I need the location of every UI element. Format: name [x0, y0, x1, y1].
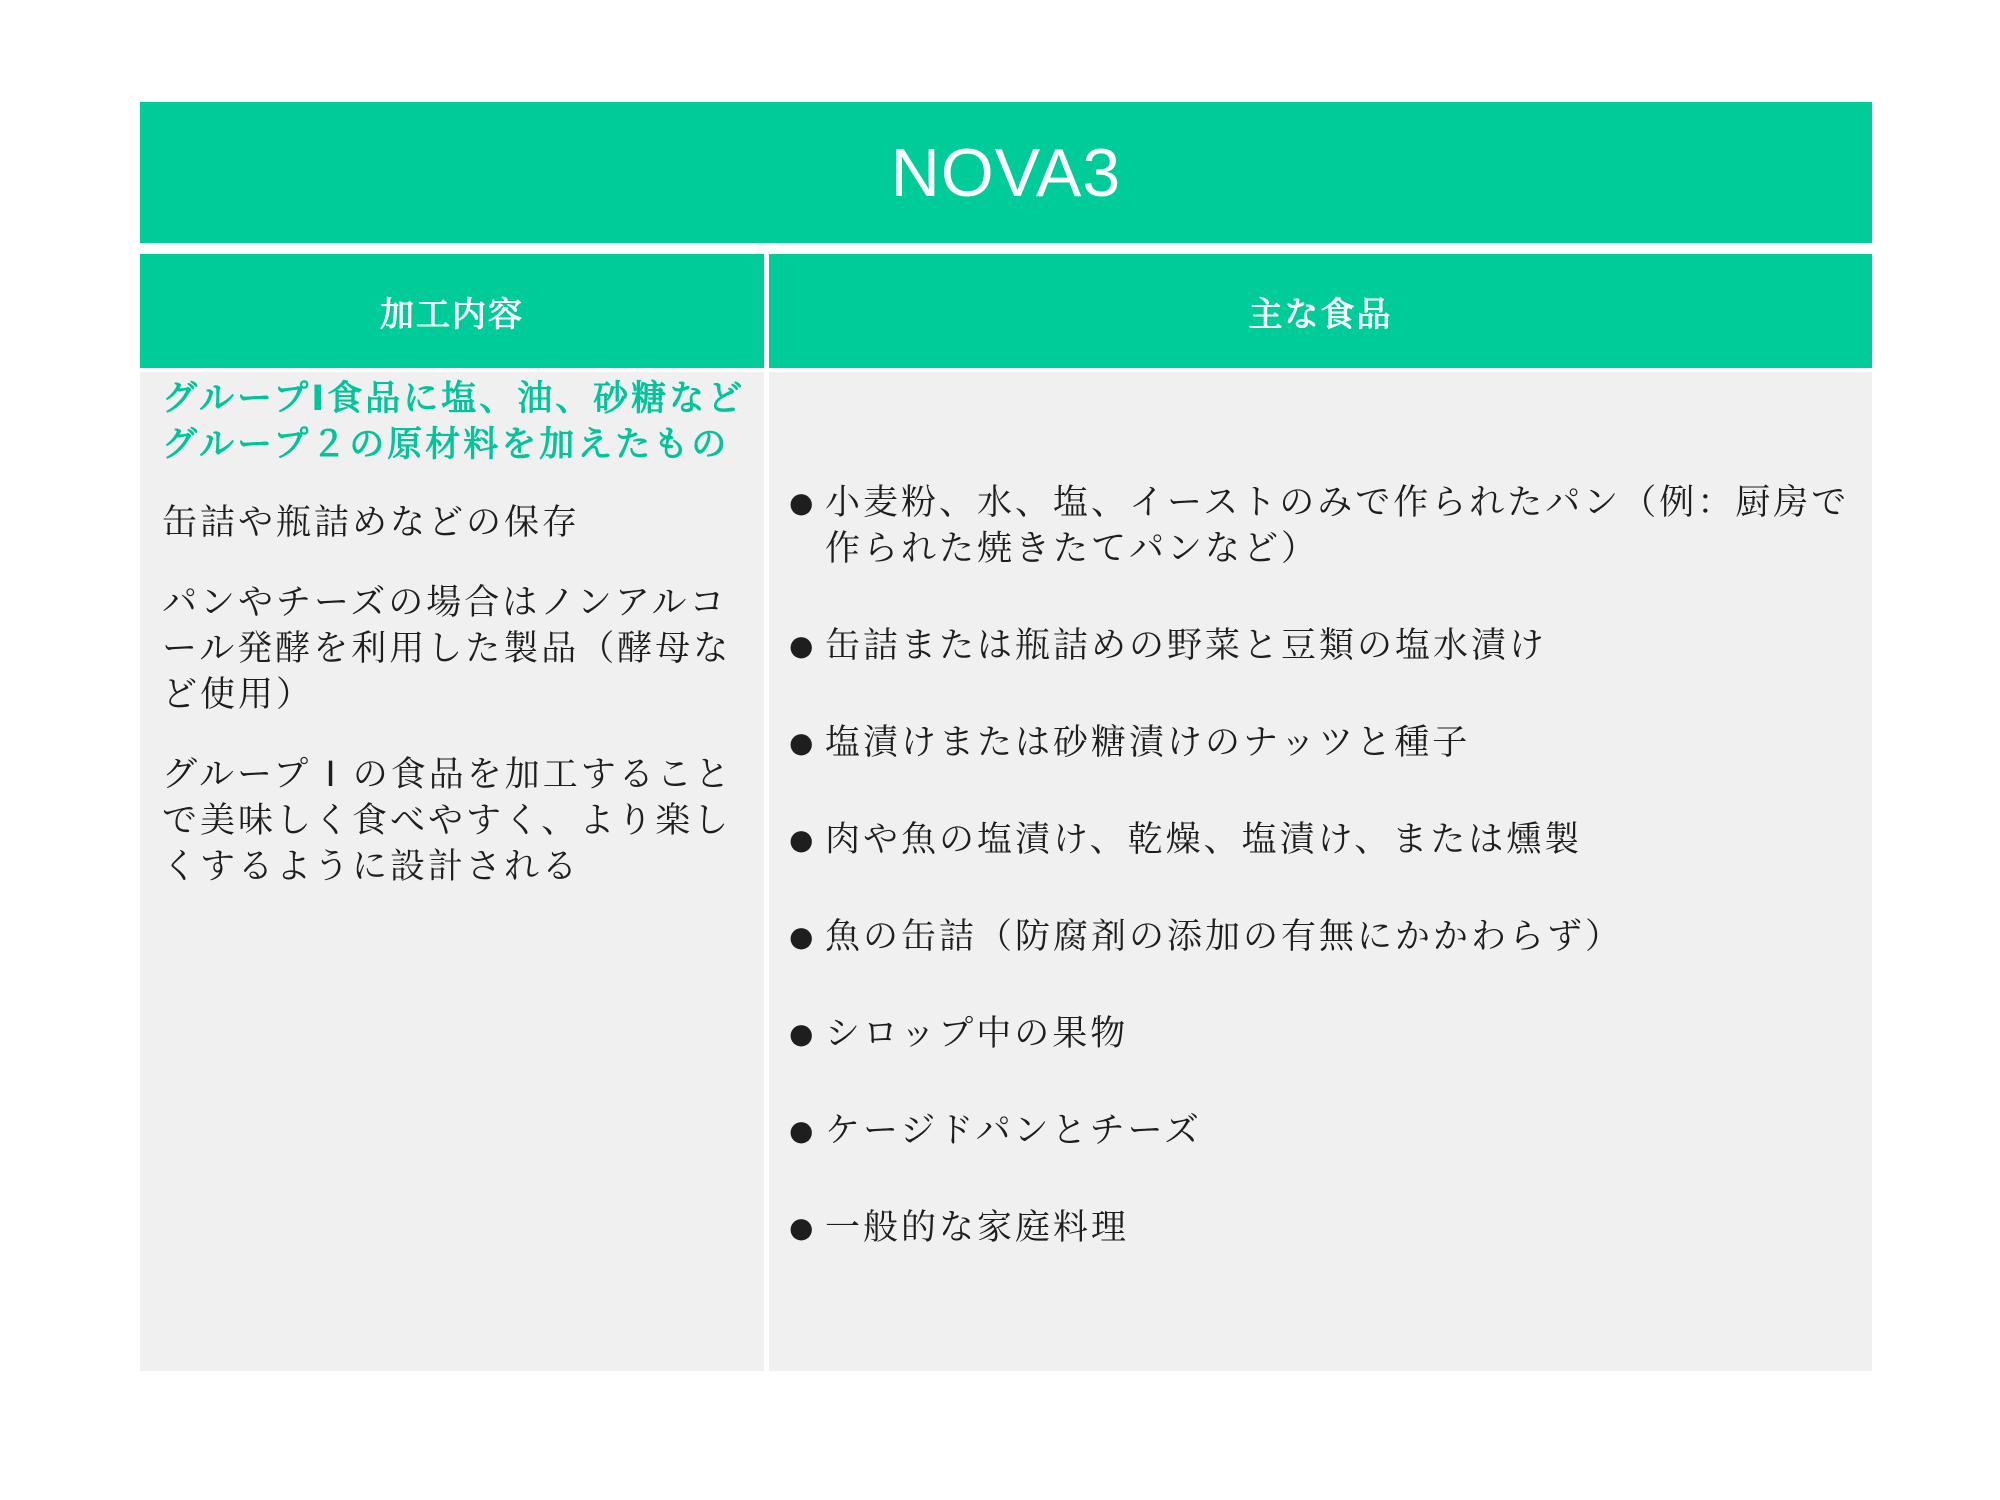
food-item: [789, 623, 1859, 669]
food-item-text: シロップ中の果物: [825, 1014, 1129, 1054]
bullet-icon: ●: [789, 486, 817, 519]
bullet-icon: ●: [789, 1114, 817, 1147]
foods-cell: [769, 372, 1872, 1371]
food-item: [789, 720, 1859, 766]
bullet-icon: ●: [789, 726, 817, 759]
food-item-text: 小麦粉、水、塩、イーストのみで作られたパン（例：厨房で作られた焼きたてパンなど）: [825, 483, 1850, 569]
food-item-text: 魚の缶詰（防腐剤の添加の有無にかかわらず）: [825, 917, 1624, 957]
page-title: NOVA3: [890, 134, 1122, 211]
bullet-icon: ●: [789, 823, 817, 856]
processing-paragraph: グループ Ⅰ の食品を加工することで美味しく食べやすく、より楽しくするように設計される: [162, 755, 733, 887]
processing-lead: グループⅠ食品に塩、油、砂糖などグループ２の原材料を加えたもの: [162, 379, 746, 465]
food-item-text: 肉や魚の塩漬け、乾燥、塩漬け、または燻製: [825, 820, 1583, 860]
food-item: [789, 817, 1859, 863]
food-item-text: 塩漬けまたは砂糖漬けのナッツと種子: [825, 723, 1471, 763]
bullet-icon: ●: [789, 629, 817, 662]
food-item-text: 一般的な家庭料理: [825, 1208, 1130, 1248]
bullet-icon: ●: [789, 1017, 817, 1050]
processing-content: [162, 376, 746, 924]
food-list: [789, 480, 1859, 1251]
processing-paragraph: パンやチーズの場合はノンアルコール発酵を利用した製品（酵母など使用）: [162, 583, 732, 715]
processing-cell: [140, 372, 764, 1371]
column-header-foods: 主な食品: [769, 254, 1872, 368]
food-item-text: ケージドパンとチーズ: [825, 1111, 1202, 1151]
bullet-icon: ●: [789, 1211, 817, 1244]
column-header-processing: 加工内容: [140, 254, 764, 368]
food-item: [789, 914, 1859, 960]
processing-paragraph: 缶詰や瓶詰めなどの保存: [162, 503, 581, 543]
title-bar: [140, 102, 1872, 243]
bullet-icon: ●: [789, 920, 817, 953]
food-item: [789, 1205, 1859, 1251]
food-item: [789, 1011, 1859, 1057]
food-item: [789, 1108, 1859, 1154]
food-item-text: 缶詰または瓶詰めの野菜と豆類の塩水漬け: [825, 626, 1548, 666]
food-item: [789, 480, 1859, 572]
